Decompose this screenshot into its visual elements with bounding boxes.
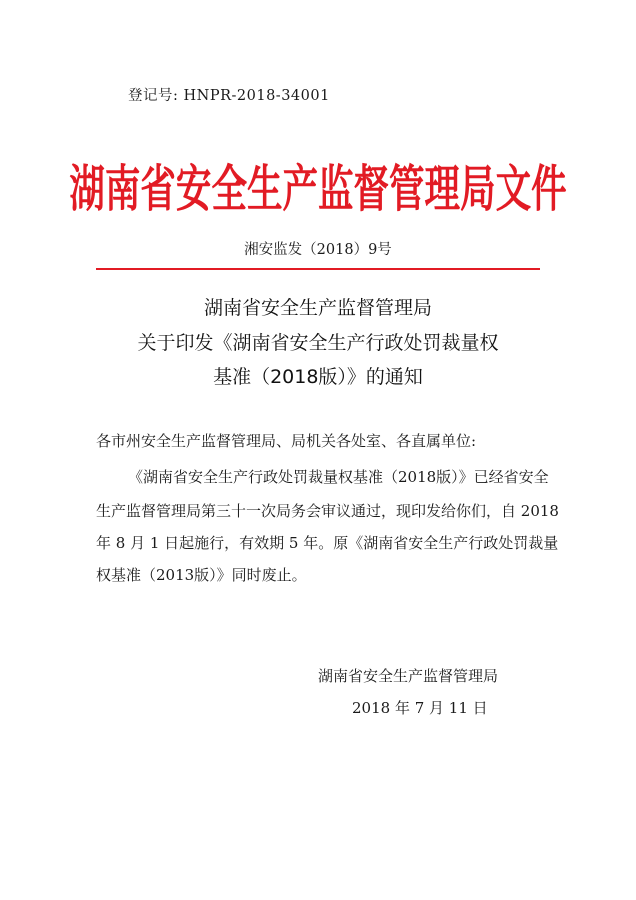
body-line-3: 年 8 月 1 日起施行，有效期 5 年。原《湖南省安全生产行政处罚裁量	[96, 534, 559, 552]
issuer-signature: 湖南省安全生产监督管理局	[318, 667, 499, 685]
notice-title-line-1: 湖南省安全生产监督管理局	[203, 297, 432, 319]
salutation: 各市州安全生产监督管理局、局机关各处室、各直属单位:	[96, 432, 477, 450]
document-number: 湘安监发（2018）9号	[244, 242, 392, 258]
body-line-4: 权基准（2013版）》同时废止。	[96, 566, 307, 584]
document-header-title: 湖南省安全生产监督管理局文件	[69, 158, 567, 219]
issue-date: 2018 年 7 月 11 日	[352, 699, 488, 717]
body-line-1: 《湖南省安全生产行政处罚裁量权基准（2018版）》已经省安全	[128, 468, 549, 486]
notice-title-line-3: 基准（2018版）》的通知	[213, 366, 423, 388]
body-line-2: 生产监督管理局第三十一次局务会审议通过，现印发给你们，自 2018	[96, 502, 559, 520]
registration-number: 登记号: HNPR-2018-34001	[128, 88, 330, 104]
notice-title-line-2: 关于印发《湖南省安全生产行政处罚裁量权	[137, 332, 499, 354]
red-divider-line	[96, 268, 540, 270]
